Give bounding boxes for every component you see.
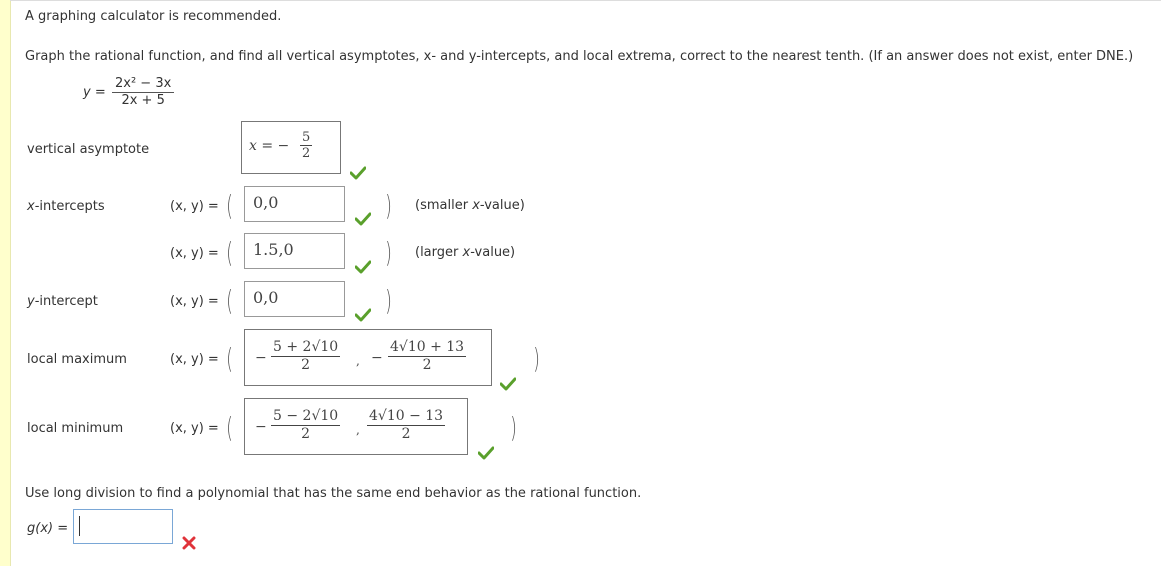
lmax-prefix: (x, y) =	[170, 352, 219, 367]
va-fraction	[300, 130, 312, 161]
lmin-y-fraction	[367, 408, 445, 443]
y-intercept-label: y-intercept	[27, 294, 98, 309]
check-icon	[355, 308, 371, 322]
lmin-prefix: (x, y) =	[170, 421, 219, 436]
local-minimum-answer[interactable]	[244, 398, 468, 455]
lmax-x-sign: −	[255, 350, 267, 366]
close-paren: )	[385, 236, 392, 269]
check-icon	[500, 377, 516, 391]
cross-icon	[182, 536, 196, 550]
check-icon	[350, 166, 366, 180]
lmin-x-sign: −	[255, 419, 267, 435]
lmax-x-fraction	[271, 339, 340, 374]
lmin-separator: ,	[356, 423, 360, 437]
g-of-x-input[interactable]	[73, 509, 173, 544]
function-y-label: y =	[83, 85, 106, 100]
vertical-asymptote-label: vertical asymptote	[27, 142, 150, 157]
lmin-x-denominator: 2	[301, 426, 311, 442]
check-icon	[355, 260, 371, 274]
close-paren: )	[510, 411, 517, 444]
close-paren: )	[533, 342, 540, 375]
va-lhs: x = −	[249, 138, 290, 154]
vertical-asymptote-answer[interactable]	[241, 121, 341, 174]
close-paren: )	[385, 284, 392, 317]
close-paren: )	[385, 189, 392, 222]
va-denominator: 2	[302, 146, 311, 161]
top-divider	[10, 0, 1161, 1]
function-numerator: 2x² − 3x	[112, 76, 174, 93]
local-maximum-label: local maximum	[27, 352, 127, 367]
lmin-x-numerator: 5 − 2√10	[273, 408, 339, 424]
lmax-y-denominator: 2	[422, 357, 432, 373]
lmax-y-sign: −	[371, 350, 383, 366]
open-paren: (	[226, 236, 233, 269]
xint1-note: (smaller x-value)	[415, 198, 525, 213]
lmin-y-numerator: 4√10 − 13	[369, 408, 444, 424]
va-numerator: 5	[302, 130, 311, 145]
x-intercepts-label: x-intercepts	[27, 199, 105, 214]
x-intercept-smaller-input[interactable]: 0,0	[244, 186, 345, 222]
check-icon	[478, 446, 494, 460]
open-paren: (	[226, 342, 233, 375]
x-intercept-larger-input[interactable]: 1.5,0	[244, 233, 345, 269]
long-division-prompt: Use long division to find a polynomial that has the same end behavior as the rational function.	[25, 486, 642, 501]
left-margin-stripe	[0, 0, 11, 566]
lmax-x-numerator: 5 + 2√10	[273, 339, 339, 355]
lmin-x-fraction	[271, 408, 340, 443]
local-maximum-answer[interactable]	[244, 329, 492, 386]
calculator-note: A graphing calculator is recommended.	[25, 9, 282, 24]
lmax-y-fraction	[388, 339, 466, 374]
check-icon	[355, 212, 371, 226]
xint1-prefix: (x, y) =	[170, 199, 219, 214]
lmin-y-denominator: 2	[401, 426, 411, 442]
text-cursor	[79, 516, 80, 536]
lmax-y-numerator: 4√10 + 13	[390, 339, 465, 355]
function-denominator: 2x + 5	[121, 93, 165, 108]
open-paren: (	[226, 411, 233, 444]
local-minimum-label: local minimum	[27, 421, 124, 436]
g-label: g(x) =	[27, 521, 69, 536]
yint-prefix: (x, y) =	[170, 294, 219, 309]
question-instructions: Graph the rational function, and find all vertical asymptotes, x- and y-intercepts, and local extrema, correct to the nearest tenth. (If an answer does not exist, enter DNE.)	[25, 49, 1134, 64]
xint2-note: (larger x-value)	[415, 245, 516, 260]
rational-function	[112, 76, 174, 109]
lmax-separator: ,	[356, 354, 360, 368]
y-intercept-input[interactable]: 0,0	[244, 281, 345, 317]
lmax-x-denominator: 2	[301, 357, 311, 373]
xint2-prefix: (x, y) =	[170, 246, 219, 261]
open-paren: (	[226, 189, 233, 222]
open-paren: (	[226, 284, 233, 317]
